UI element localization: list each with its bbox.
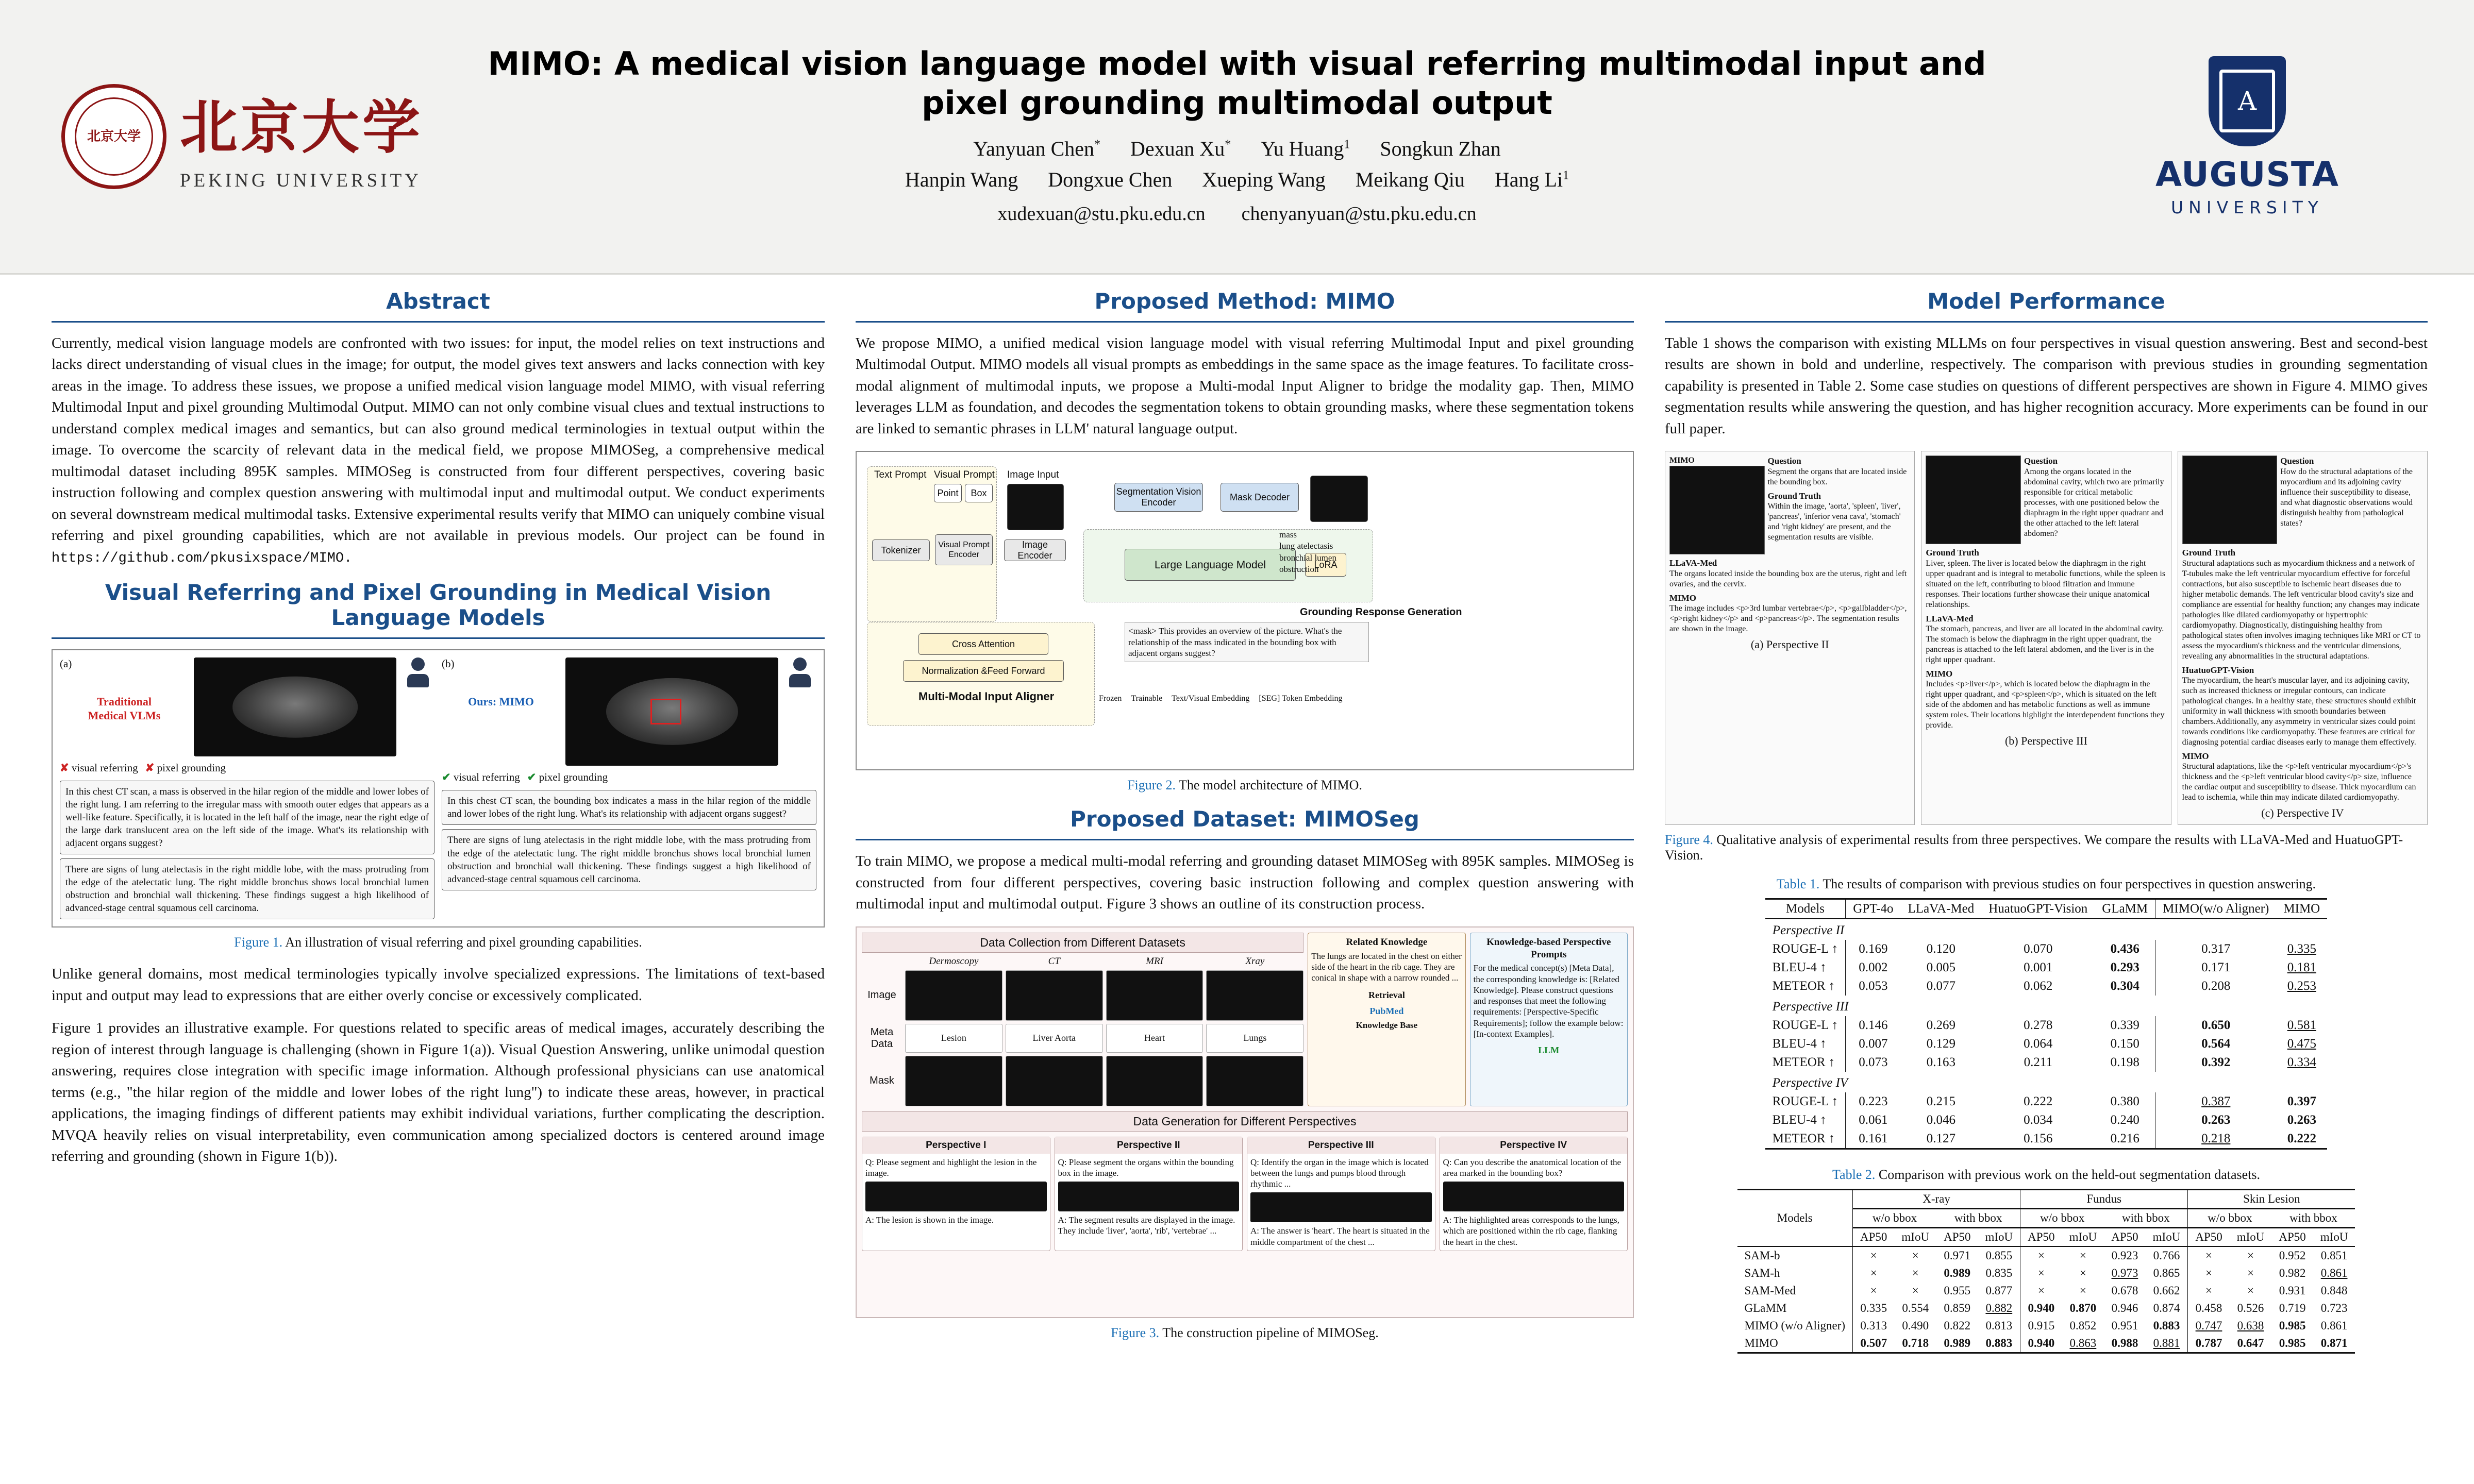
author: Meikang Qiu xyxy=(1355,168,1465,192)
email-row xyxy=(464,199,2010,229)
mask-cell xyxy=(1106,1056,1203,1106)
table-row: BLEU-4 ↑ 0.002 0.005 0.001 0.293 0.171 0.181 xyxy=(1765,958,2327,977)
panel-b-model-label: Ours: MIMO xyxy=(468,695,534,709)
table-row: SAM-Med × × 0.955 0.877 × × 0.678 0.662 × × 0.931 0.848 xyxy=(1737,1282,2355,1300)
meta-cell-0: Lesion xyxy=(905,1024,1002,1053)
author: Yu Huang$^1$ xyxy=(1261,137,1350,161)
t2-sub-4: w/o bbox xyxy=(2188,1208,2272,1227)
figure-1-panel-b xyxy=(442,657,816,919)
visual-prompt-encoder-block: Visual Prompt Encoder xyxy=(935,534,993,565)
perspective-question: Q: Can you describe the anatomical location of the area marked in the bounding box? xyxy=(1443,1157,1622,1178)
table-row: BLEU-4 ↑ 0.007 0.129 0.064 0.150 0.564 0.475 xyxy=(1765,1035,2327,1053)
dataset-label-1: CT xyxy=(1048,955,1060,967)
dataset-label-3: Xray xyxy=(1245,955,1265,967)
related-knowledge-title: Related Knowledge xyxy=(1346,936,1428,948)
visual-referring-p2: Figure 1 provides an illustrative example. For questions related to specific areas of medical images, accurately describing the region of interest through language is challenging (shown in Figure 1(a)). Visual Question Answering, unlike unimodal question answering, requires close integration with specific image information. Although professional physicians can use anatomical terms (e.g., "the hilar region of the middle and lower lobes of the right lung") to indicate these areas, however, in practical applications, the imaging findings of different patients may exhibit individual variations, further complicating the description. MVQA heavily relies on visual interpretability, even communication among specialized doctors is centered around image referring and grounding (shown in Figure 1(b)). xyxy=(52,1020,825,1165)
baseline-label: LLaVA-Med xyxy=(1669,558,1717,568)
llm-label: LLM xyxy=(1538,1045,1560,1055)
mimo-text: Structural adaptations, like the <p>left ventricular myocardium</p>'s thickness and the <p>left ventricular blood cavity</p> size, influence the cardiac output and susceptibility to disease. Thick myocardium can lead to ischemia, while thin may indicate dilated cardiomyopathy. xyxy=(2182,762,2416,802)
perspective-answer: A: The lesion is shown in the image. xyxy=(865,1215,994,1225)
text-prompt-label: Text Prompt xyxy=(874,469,927,481)
table-row: METEOR ↑ 0.053 0.077 0.062 0.304 0.208 0.253 xyxy=(1765,977,2327,996)
image-cell xyxy=(1006,970,1103,1021)
t1-col-1: GPT-4o xyxy=(1846,899,1901,919)
row-label-mask: Mask xyxy=(870,1075,894,1087)
t2-metric-3: mIoU xyxy=(1978,1227,2020,1246)
figure-3 xyxy=(856,926,1634,1318)
llm-block: Large Language Model xyxy=(1125,549,1296,581)
table-row: BLEU-4 ↑ 0.061 0.046 0.034 0.240 0.263 0.263 xyxy=(1765,1111,2327,1129)
figure-2-caption: Figure 2. The model architecture of MIMO. xyxy=(1127,778,1362,793)
section-title-dataset: Proposed Dataset: MIMOSeg xyxy=(1070,806,1419,832)
baseline-text: The stomach, pancreas, and liver are all located in the abdominal cavity. The stomach is below the diaphragm in the right upper quadrant, the pancreas is attached to the left lateral abdomen, and the liver is in the right upper quadrant. xyxy=(1926,624,2164,664)
perspective-image xyxy=(1443,1182,1625,1211)
table-row: ROUGE-L ↑ 0.223 0.215 0.222 0.380 0.387 0.397 xyxy=(1765,1092,2327,1111)
knowledge-prompt-title: Knowledge-based Perspective Prompts xyxy=(1486,936,1611,960)
knowledge-prompt-panel xyxy=(1470,933,1628,1106)
perspective-title: Perspective IV xyxy=(1440,1137,1628,1154)
author: Dongxue Chen xyxy=(1048,168,1173,192)
t2-metric-0: AP50 xyxy=(1853,1227,1895,1246)
question-text: Segment the organs that are located inside the bounding box. xyxy=(1767,467,1907,486)
ct-image-b xyxy=(565,657,778,766)
question-label: Question xyxy=(2280,456,2314,466)
output-term-2: lung atelectasis xyxy=(1279,541,1333,551)
mimo-label: MIMO xyxy=(1669,593,1696,603)
panel-b-question: In this chest CT scan, the bounding box indicates a mass in the hilar region of the middle and lower lobes of the right lung. What's its relationship with adjacent organs suggest? xyxy=(442,790,816,825)
t2-sub-1: with bbox xyxy=(1936,1208,2020,1227)
baseline-label: LLaVA-Med xyxy=(1926,613,1974,623)
pku-seal-inner-text: 北京大学 xyxy=(75,97,153,176)
image-cell xyxy=(1206,970,1303,1021)
augusta-shield-icon xyxy=(2209,56,2286,146)
t1-col-4: GLaMM xyxy=(2095,899,2155,919)
t2-sub-2: w/o bbox xyxy=(2020,1208,2104,1227)
t1-group-2: Perspective III xyxy=(1772,999,1849,1014)
figure-3-caption: Figure 3. The construction pipeline of MIMOSeg. xyxy=(1111,1325,1379,1340)
author-row-2 xyxy=(464,164,2010,195)
data-generation-title: Data Generation for Different Perspectives xyxy=(862,1111,1628,1132)
t2-metric-9: mIoU xyxy=(2230,1227,2272,1246)
output-mask-thumb xyxy=(1310,476,1368,522)
column-middle xyxy=(856,289,1634,1354)
figure-4-column-3 xyxy=(2178,451,2428,824)
title-block xyxy=(454,44,2020,229)
augusta-sub: UNIVERSITY xyxy=(2171,197,2323,217)
perspective-title: Perspective II xyxy=(1055,1137,1243,1154)
figure-1-panel-a xyxy=(60,657,434,919)
t2-group-skin: Skin Lesion xyxy=(2188,1189,2355,1208)
author: Hang Li$^1$ xyxy=(1494,168,1569,192)
panel-a-tag: (a) xyxy=(60,657,72,670)
table-2 xyxy=(1737,1189,2355,1354)
t2-metric-10: AP50 xyxy=(2271,1227,2313,1246)
data-collection-panel xyxy=(862,933,1303,1106)
knowledge-prompt-text: For the medical concept(s) [Meta Data], the corresponding knowledge is: [Related Knowledge]. Please construct questions and responses that meet the following requirements: [Perspective-Specific Requirements]; follow the example below: [In-context Examples]. xyxy=(1473,963,1624,1039)
project-url[interactable]: https://github.com/pkusixspace/MIMO. xyxy=(52,550,353,566)
email-2: chenyanyuan@stu.pku.edu.cn xyxy=(1241,203,1477,225)
mask-cell xyxy=(1206,1056,1303,1106)
output-term-3: bronchial lumen obstruction xyxy=(1279,552,1336,574)
panel-a-question: In this chest CT scan, a mass is observed in the hilar region of the middle and lower lobes of the right lung. I am referring to the irregular mass with smooth outer edges that appears as a well-like feature. Specifically, it is located in the left half of the image, near the right edge of the large dark translucent area on the left side of the image. What's its relationship with adjacent organs suggest? xyxy=(60,781,434,854)
question-text: How do the structural adaptations of the myocardium and its adjoining cavity influence their susceptibility to disease, and what diagnostic observations would distinguish healthy from pathological states? xyxy=(2280,467,2413,528)
divider xyxy=(52,637,825,639)
table-2-caption: Table 2. Comparison with previous work on the held-out segmentation datasets. xyxy=(1832,1167,2261,1182)
section-title-visual-referring: Visual Referring and Pixel Grounding in Medical Vision Language Models xyxy=(105,580,772,631)
legend-text-visual-embedding: Text/Visual Embedding xyxy=(1172,694,1250,703)
perspective-image xyxy=(865,1182,1047,1211)
divider xyxy=(1665,321,2428,323)
figure-1 xyxy=(52,649,825,927)
email-1: xudexuan@stu.pku.edu.cn xyxy=(997,203,1206,225)
poster-header xyxy=(0,0,2474,275)
point-block: Point xyxy=(934,484,962,502)
figure-2-example-output xyxy=(1125,622,1369,662)
person-icon-b xyxy=(783,657,816,766)
person-icon-a xyxy=(402,657,434,756)
augusta-monogram: A xyxy=(2219,70,2275,132)
t1-group-1: Perspective II xyxy=(1772,923,1845,937)
author: Xueping Wang xyxy=(1202,168,1326,192)
norm-ff-block: Normalization &Feed Forward xyxy=(903,660,1064,682)
t1-col-0: Models xyxy=(1765,899,1846,919)
abstract-text: Currently, medical vision language models are confronted with two issues: for input, the model relies on text instructions and lacks direct understanding of visual clues in the image; for output, the model gives text answers and lacks connection with key areas in the image. To address these issues, we propose a unified medical vision language model MIMO, with visual referring Multimodal Input and pixel grounding Multimodal Output. MIMO can not only combine visual clues and textual instructions to understand complex medical images and semantics, but can also ground medical terminologies in textual output within the image. To overcome the scarcity of relevant data in the medical field, we propose MIMOSeg, a comprehensive medical multimodal dataset including 895K samples. MIMOSeg is constructed from four different perspectives, covering basic instruction following and complex question answering with multimodal input and multimodal output. We conduct experiments on several downstream medical multimodal tasks. Extensive experimental results verify that MIMO can uniquely combine visual referring and pixel grounding capabilities, which are not available in previous models. Our project can be found in https://github.com/pkusixspace/MIMO. xyxy=(52,335,825,566)
perspective-title: Perspective I xyxy=(862,1137,1050,1154)
t2-metric-4: AP50 xyxy=(2020,1227,2062,1246)
cross-attention-block: Cross Attention xyxy=(918,633,1048,655)
legend-frozen: Frozen xyxy=(1099,694,1122,703)
augusta-university-logo xyxy=(2020,56,2474,217)
perspective-image xyxy=(1250,1192,1432,1222)
figure-4-column-1 xyxy=(1665,451,1915,824)
pubmed-label: PubMed xyxy=(1369,1005,1404,1016)
figure-4-subcaption-b: (b) Perspective III xyxy=(2004,734,2088,748)
question-label: Question xyxy=(1767,456,1801,466)
output-term-1: mass xyxy=(1279,530,1297,540)
t2-models-header: Models xyxy=(1737,1189,1853,1246)
gt-text: Structural adaptations such as myocardium thickness and a network of T-tubules make the left ventricular myocardium effective for forceful contractions, but also susceptible to ischemic heart diseases due to higher metabolic demands. The left ventricular blood cavity's size and compliance are essential for healthy function; any changes may indicate pathologies like dilated cardiomyopathy or hypertrophic cardiomyopathy. Diagnostically, distinguishing healthy from pathological states often involves imaging techniques like MRI or CT to assess the myocardium's thickness and the ventricular dimensions, revealing any abnormalities in the structural adaptations. xyxy=(2182,559,2421,661)
table-row: SAM-b × × 0.971 0.855 × × 0.923 0.766 × × 0.952 0.851 xyxy=(1737,1246,2355,1264)
question-label: Question xyxy=(2024,456,2058,466)
divider xyxy=(856,321,1634,323)
image-cell xyxy=(905,970,1002,1021)
legend-seg-token-embedding: [SEG] Token Embedding xyxy=(1259,694,1343,703)
gt-label: Ground Truth xyxy=(2182,548,2236,558)
t2-metric-2: AP50 xyxy=(1936,1227,1978,1246)
meta-cell-1: Liver Aorta xyxy=(1006,1024,1103,1053)
panel-b-bullet-2: ✔ pixel grounding xyxy=(527,771,608,784)
figure-2-legend xyxy=(1099,694,1343,703)
meta-cell-3: Lungs xyxy=(1206,1024,1303,1053)
t1-col-2: LLaVA-Med xyxy=(1901,899,1982,919)
page-title: MIMO: A medical vision language model with visual referring multimodal input and pixel grounding multimodal output xyxy=(488,44,1986,122)
method-text: We propose MIMO, a unified medical vision language model with visual referring Multimodal Input and pixel grounding Multimodal Output. MIMO models all visual prompts as embeddings in the same space as the image features. To facilitate cross-modal alignment of multimodal inputs, we propose a Multi-modal Input Aligner to bridge the modality gap. Then, MIMO leverages LLM as foundation, and decodes the segmentation tokens to obtain grounding masks, where these segmentation tokens are linked to semantic phrases in LLM' natural language output. xyxy=(856,335,1634,437)
author-list xyxy=(464,133,2010,229)
t2-sub-5: with bbox xyxy=(2271,1208,2355,1227)
mask-cell xyxy=(905,1056,1002,1106)
panel-b-bullet-1: ✔ visual referring xyxy=(442,771,520,784)
mask-decoder-block: Mask Decoder xyxy=(1221,483,1299,512)
image-input-label: Image Input xyxy=(1007,469,1059,481)
retrieval-label: Retrieval xyxy=(1368,990,1405,1001)
perspective-question: Q: Identify the organ in the image which is located between the lungs and pumps blood through rhythmic ... xyxy=(1250,1157,1429,1189)
divider xyxy=(52,321,825,323)
perspective-image xyxy=(1058,1182,1240,1211)
perspective-card-4 xyxy=(1440,1137,1628,1251)
author: Hanpin Wang xyxy=(905,168,1018,192)
performance-text: Table 1 shows the comparison with existing MLLMs on four perspectives in visual question answering. Best and second-best results are shown in bold and underline, respectively. The comparison with previous studies in grounding segmentation capability is presented in Table 2. Some case studies on questions of different perspectives are shown in Figure 4. MIMO gives segmentation results while answering the question, and has higher recognition accuracy. More experiments can be found in our full paper. xyxy=(1665,335,2428,437)
model-tag: MIMO xyxy=(1669,456,1695,465)
box-block: Box xyxy=(965,484,993,502)
figure-4-subcaption-a: (a) Perspective II xyxy=(1750,637,1829,651)
dataset-label-0: Dermoscopy xyxy=(929,955,979,967)
figure-4 xyxy=(1665,451,2428,824)
ct-image-a xyxy=(194,657,396,756)
baseline-label: HuatuoGPT-Vision xyxy=(2182,665,2254,675)
figure-1-caption: Figure 1. An illustration of visual referring and pixel grounding capabilities. xyxy=(234,935,642,950)
example-input-text: <mask> This provides an overview of the picture. What's the relationship of the mass indicated in the bounding box with adjacent organs suggest? xyxy=(1128,626,1342,658)
pku-seal-icon xyxy=(61,84,166,189)
t1-group-3: Perspective IV xyxy=(1772,1075,1848,1090)
panel-a-answer: There are signs of lung atelectasis in the right middle lobe, with the mass protruding from the edge of the atelectatic lung. The right middle bronchus shows local bronchial lumen obstruction and bronchial wall thickening. These findings suggest a high likelihood of advanced-stage central squamous cell carcinoma. xyxy=(60,858,434,919)
section-title-abstract: Abstract xyxy=(386,289,490,314)
image-encoder-block: Image Encoder xyxy=(1004,539,1066,561)
pku-english-name: PEKING UNIVERSITY xyxy=(180,170,422,191)
legend-trainable: Trainable xyxy=(1131,694,1163,703)
gt-label: Ground Truth xyxy=(1767,491,1821,501)
figure-2 xyxy=(856,451,1634,770)
perspective-question: Q: Please segment the organs within the bounding box in the image. xyxy=(1058,1157,1234,1178)
case-image xyxy=(1926,456,2021,544)
image-cell xyxy=(1106,970,1203,1021)
baseline-text: The myocardium, the heart's muscular layer, and its adjoining cavity, such as increased thickness or irregular contours, can indicate pathological changes. In a healthy state, these structures should exhibit uniformity in wall thickness with smooth boundaries between chambers.Additionally, any asymmetry in ventricular sizes could point towards conditions like cardiomyopathy. These features are critical for diagnosing potential cardiac diseases early to manage them effectively. xyxy=(2182,676,2416,747)
table-row: SAM-h × × 0.989 0.835 × × 0.973 0.865 × × 0.982 0.861 xyxy=(1737,1264,2355,1282)
divider xyxy=(856,839,1634,840)
augusta-name: AUGUSTA xyxy=(2155,154,2339,194)
t2-sub-3: with bbox xyxy=(2104,1208,2188,1227)
figure-4-column-2 xyxy=(1921,451,2171,824)
table-row: ROUGE-L ↑ 0.169 0.120 0.070 0.436 0.317 0.335 xyxy=(1765,940,2327,958)
table-row: MIMO (w/o Aligner) 0.313 0.490 0.822 0.813 0.915 0.852 0.951 0.883 0.747 0.638 0.985 0.861 xyxy=(1737,1317,2355,1335)
table-1 xyxy=(1765,898,2327,1150)
panel-a-bullet-1: ✘ visual referring xyxy=(60,761,138,774)
knowledge-base-label: Knowledge Base xyxy=(1356,1020,1418,1031)
mimo-label: MIMO xyxy=(1926,668,1953,679)
lora-block: LoRA xyxy=(1305,553,1346,577)
perspective-card-3 xyxy=(1247,1137,1435,1251)
table-row: GLaMM 0.335 0.554 0.859 0.882 0.940 0.870 0.946 0.874 0.458 0.526 0.719 0.723 xyxy=(1737,1300,2355,1317)
gt-text: Liver, spleen. The liver is located below the diaphragm in the right upper quadrant and is integral to metabolic functions, while the spleen is situated on the left, contributing to blood filtration and immune responses. Their locations further showcase their unique anatomical relationships. xyxy=(1926,559,2166,609)
aligner-label: Multi-Modal Input Aligner xyxy=(918,690,1055,703)
figure-4-caption: Figure 4. Qualitative analysis of experimental results from three perspectives. We compare the results with LLaVA-Med and HuatuoGPT-Vision. xyxy=(1665,832,2403,863)
column-right xyxy=(1665,289,2428,1354)
t2-metric-6: AP50 xyxy=(2104,1227,2145,1246)
perspective-cards xyxy=(862,1137,1628,1251)
t2-metric-11: mIoU xyxy=(2313,1227,2355,1246)
pku-chinese-name: 北京大学 xyxy=(180,94,423,161)
panel-b-answer: There are signs of lung atelectasis in the right middle lobe, with the mass protruding from the edge of the atelectatic lung. The right middle bronchus shows local bronchial lumen obstruction and bronchial wall thickening. These findings suggest a high likelihood of advanced-stage central squamous cell carcinoma. xyxy=(442,829,816,890)
peking-university-logo xyxy=(0,81,454,192)
t2-metric-7: mIoU xyxy=(2146,1227,2188,1246)
perspective-question: Q: Please segment and highlight the lesion in the image. xyxy=(865,1157,1037,1178)
panel-b-tag: (b) xyxy=(442,657,455,670)
dataset-label-2: MRI xyxy=(1146,955,1163,967)
table-1-caption: Table 1. The results of comparison with previous studies on four perspectives in question answering. xyxy=(1776,876,2316,891)
mimo-text: The image includes <p>3rd lumbar vertebrae</p>, <p>gallbladder</p>, <p>right kidney</p> and <p>pancreas</p>. The segmentation results are shown in the image. xyxy=(1669,603,1907,633)
section-title-performance: Model Performance xyxy=(1927,289,2165,314)
table-row: METEOR ↑ 0.161 0.127 0.156 0.216 0.218 0.222 xyxy=(1765,1129,2327,1149)
row-label-meta: Meta Data xyxy=(870,1026,894,1050)
tokenizer-block: Tokenizer xyxy=(872,539,930,561)
t2-metric-1: mIoU xyxy=(1894,1227,1936,1246)
mask-cell xyxy=(1006,1056,1103,1106)
table-row: ROUGE-L ↑ 0.146 0.269 0.278 0.339 0.650 0.581 xyxy=(1765,1016,2327,1035)
table-row: METEOR ↑ 0.073 0.163 0.211 0.198 0.392 0.334 xyxy=(1765,1053,2327,1072)
question-text: Among the organs located in the abdominal cavity, which two are primarily responsible for critical metabolic processes, with one positioned below the diaphragm in the right upper quadrant and the other attached to the left lateral abdomen? xyxy=(2024,467,2164,538)
author: Dexuan Xu* xyxy=(1130,137,1231,161)
bounding-box-overlay xyxy=(650,699,681,724)
perspective-title: Perspective III xyxy=(1247,1137,1435,1154)
table-row: MIMO 0.507 0.718 0.989 0.883 0.940 0.863 0.988 0.881 0.787 0.647 0.985 0.871 xyxy=(1737,1335,2355,1353)
perspective-answer: A: The highlighted areas corresponds to the lungs, which are positioned within the rib cage, flanking the heart in the chest. xyxy=(1443,1215,1619,1247)
row-label-image: Image xyxy=(867,989,896,1001)
grounding-response-label: Grounding Response Generation xyxy=(1300,606,1462,618)
gt-label: Ground Truth xyxy=(1926,548,1979,558)
input-image-thumb xyxy=(1007,484,1064,530)
author: Songkun Zhan xyxy=(1380,137,1501,161)
dataset-text: To train MIMO, we propose a medical multi-modal referring and grounding dataset MIMOSeg with 895K samples. MIMOSeg is constructed from four different perspectives, covering basic instruction following and complex question answering with multimodal input and multimodal output. Figure 3 shows an outline of its construction process. xyxy=(856,853,1634,913)
mimo-label: MIMO xyxy=(2182,751,2209,761)
perspective-answer: A: The answer is 'heart'. The heart is situated in the middle compartment of the chest ... xyxy=(1250,1226,1430,1247)
t2-metric-8: AP50 xyxy=(2188,1227,2230,1246)
segmentation-vision-encoder-block: Segmentation Vision Encoder xyxy=(1114,483,1203,512)
panel-a-model-label: Traditional Medical VLMs xyxy=(88,695,161,722)
case-image xyxy=(2182,456,2278,544)
section-title-method: Proposed Method: MIMO xyxy=(1094,289,1395,314)
t2-sub-0: w/o bbox xyxy=(1853,1208,1937,1227)
mimo-text: Includes <p>liver</p>, which is located below the diaphragm in the right upper quadrant, and <p>spleen</p>, which is situated on the left side of the abdomen and has metabolic functions as well as immune system roles. Their locations highlight the interdependent functions they provide. xyxy=(1926,680,2165,730)
perspective-answer: A: The segment results are displayed in the image. They include 'liver', 'aorta', 'rib', 'vertebrae' ... xyxy=(1058,1215,1235,1236)
visual-referring-p1: Unlike general domains, most medical terminologies typically involve specialized expressions. The limitations of text-based input and output may lead to expressions that are either overly concise or excessively complicated. xyxy=(52,966,825,1004)
t2-metric-5: mIoU xyxy=(2062,1227,2104,1246)
t2-group-xray: X-ray xyxy=(1853,1189,2020,1208)
related-knowledge-panel xyxy=(1308,933,1465,1106)
case-image xyxy=(1669,466,1765,554)
t1-col-3: HuatuoGPT-Vision xyxy=(1981,899,2095,919)
figure-4-subcaption-c: (c) Perspective IV xyxy=(2261,806,2344,820)
figure-2-output-terms xyxy=(1279,529,1367,575)
t2-group-fundus: Fundus xyxy=(2020,1189,2188,1208)
visual-prompt-label: Visual Prompt xyxy=(934,469,995,481)
t1-col-6: MIMO xyxy=(2276,899,2327,919)
meta-cell-2: Heart xyxy=(1106,1024,1203,1053)
perspective-card-2 xyxy=(1055,1137,1243,1251)
author-row-1 xyxy=(464,133,2010,164)
panel-a-bullet-2: ✘ pixel grounding xyxy=(145,761,226,774)
t1-col-5: MIMO(w/o Aligner) xyxy=(2155,899,2277,919)
perspective-card-1 xyxy=(862,1137,1050,1251)
author: Yanyuan Chen* xyxy=(973,137,1100,161)
baseline-text: The organs located inside the bounding box are the uterus, right and left ovaries, and the cervix. xyxy=(1669,569,1907,588)
data-collection-title: Data Collection from Different Datasets xyxy=(862,933,1303,953)
related-knowledge-text: The lungs are located in the chest on either side of the heart in the rib cage. They are conical in shape with a narrow rounded ... xyxy=(1311,951,1462,983)
column-left xyxy=(52,289,825,1179)
gt-text: Within the image, 'aorta', 'spleen', 'liver', 'pancreas', 'inferior vena cava', 'stomach' and 'right kidney' are present, and the segmentation results are visible. xyxy=(1767,501,1901,542)
